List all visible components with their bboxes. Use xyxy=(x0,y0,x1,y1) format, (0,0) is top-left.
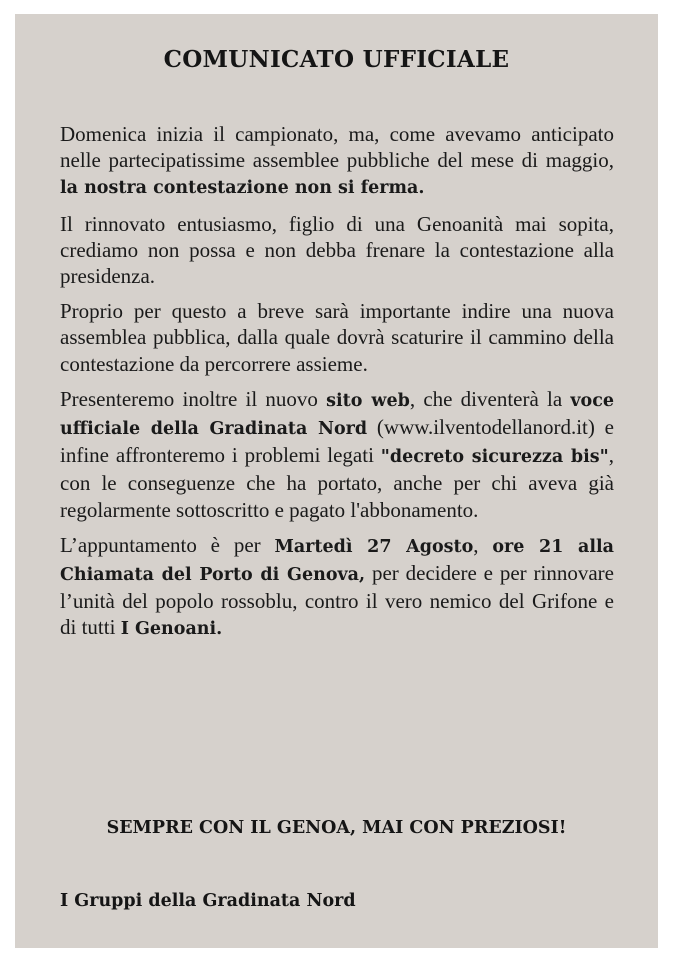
bold-text: ore 21 alla Chiamata del Porto di Genova, xyxy=(60,536,615,586)
bold-text: I Genoani. xyxy=(120,619,223,640)
paragraph-text: per decidere e per rinnovare l’unità del popolo rossoblu, contro il vero nemico del Grifone e di tutti xyxy=(60,561,614,640)
paragraph-text: Domenica inizia il campionato, ma, come avevamo anticipato nelle partecipatissime assemblee pubbliche del mese di maggio, xyxy=(60,122,614,173)
bold-text: Martedì 27 Agosto xyxy=(274,536,474,557)
paragraph-text: (www.ilventodellanord.it) e infine affronteremo i problemi legati xyxy=(60,415,614,468)
paragraph-2 xyxy=(60,211,614,290)
communique-sheet xyxy=(15,14,658,948)
document-body xyxy=(60,121,614,652)
paragraph-text: , che diventerà la xyxy=(409,386,571,411)
paragraph-text: Proprio per questo a breve sarà importante indire una nuova assemblea pubblica, dalla quale dovrà scaturire il cammino della contestazione da percorrere assieme. xyxy=(60,299,614,376)
paragraph-1 xyxy=(60,121,614,202)
paragraph-text: Il rinnovato entusiasmo, figlio di una Genoanità mai sopita, crediamo non possa e non debba frenare la contestazione alla presidenza. xyxy=(60,211,614,289)
slogan: SEMPRE CON IL GENOA, MAI CON PREZIOSI! xyxy=(106,818,567,838)
paragraph-text: Presenteremo inoltre il nuovo xyxy=(60,386,327,411)
paragraph-text: L’appuntamento è per xyxy=(60,532,275,557)
paragraph-3 xyxy=(60,298,614,377)
bold-text: sito web xyxy=(326,390,410,411)
bold-text: voce ufficiale della Gradinata Nord xyxy=(60,390,614,440)
signature: I Gruppi della Gradinata Nord xyxy=(60,891,356,911)
bold-text: "decreto sicurezza bis" xyxy=(380,447,609,468)
paragraph-text: , con le conseguenze che ha portato, anche per chi aveva già regolarmente sottoscritto e pagato l'abbonamento. xyxy=(60,443,614,522)
paragraph-text: , xyxy=(473,532,493,557)
bold-text: la nostra contestazione non si ferma. xyxy=(60,178,425,199)
paragraph-4 xyxy=(60,386,614,523)
document-title: COMUNICATO UFFICIALE xyxy=(163,46,510,73)
paragraph-5 xyxy=(60,532,614,643)
